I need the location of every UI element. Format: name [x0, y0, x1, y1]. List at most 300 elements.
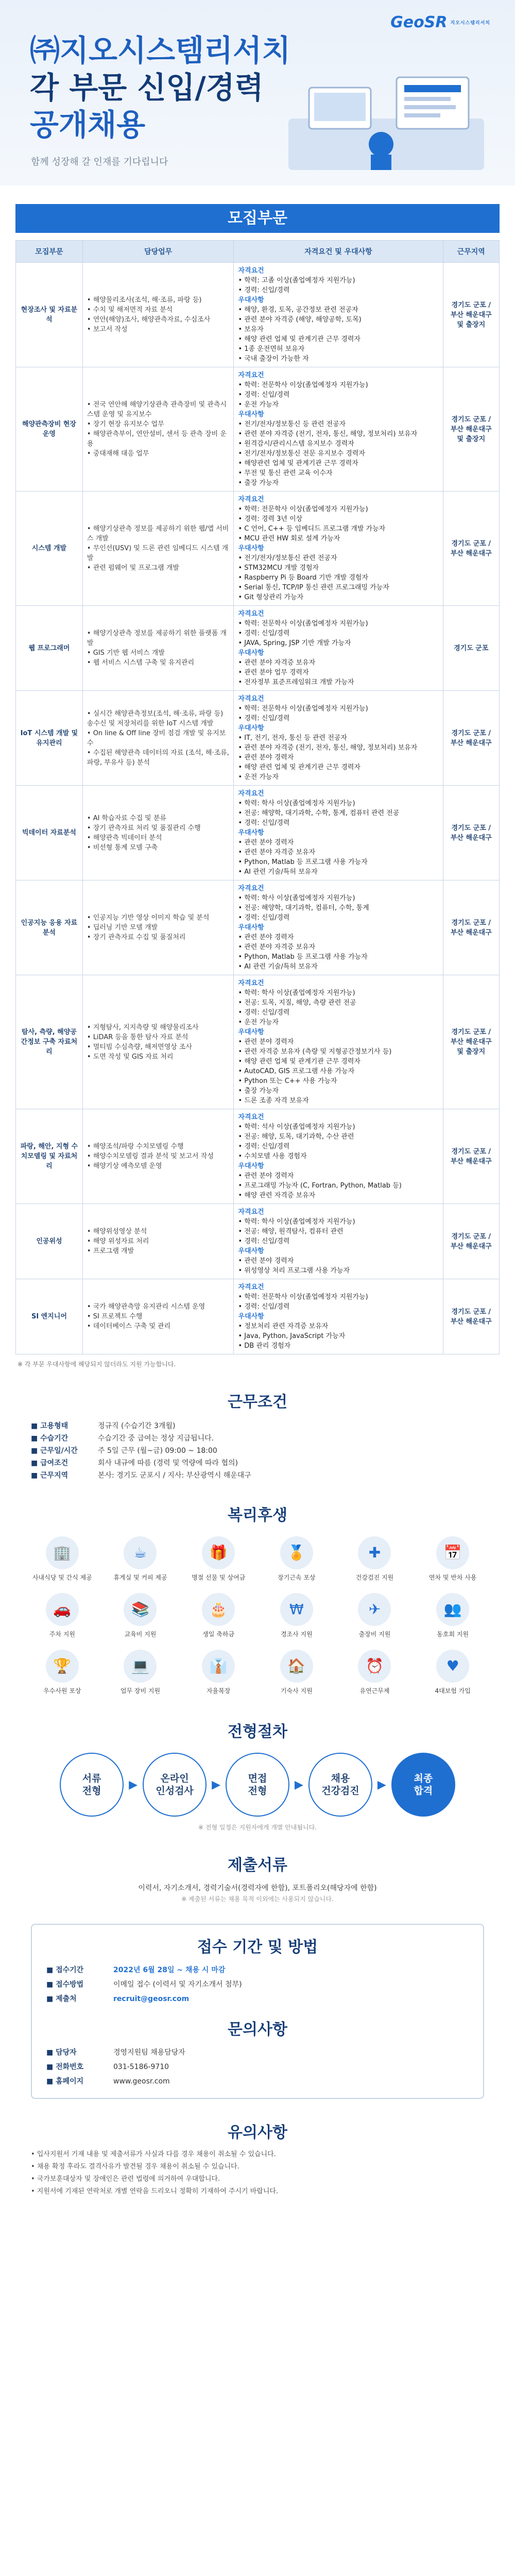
info-row: [46, 1963, 469, 1977]
welfare-item: [338, 1650, 411, 1695]
apply-title: 접수 기간 및 방법: [197, 1938, 318, 1956]
req-heading: 자격요건: [238, 1113, 264, 1121]
position-location: 경기도 군포 / 부산 해운대구 및 출장지: [443, 263, 499, 367]
condition-row: [31, 1420, 484, 1432]
duty-item: • 해양조석/파랑 수치모델링 수행: [87, 1143, 184, 1150]
welfare-label: 기숙사 지원: [280, 1687, 313, 1694]
welfare-item: [104, 1650, 177, 1695]
pref-list: [238, 1256, 438, 1276]
req-item: • 전공: 토목, 지질, 해양, 측량 관련 전공: [238, 999, 356, 1007]
duty-item: • 비선형 통계 모델 구축: [87, 843, 158, 852]
duty-item: • 보고서 작성: [87, 326, 128, 333]
welfare-item: [26, 1593, 99, 1638]
pref-item: • 드론 조종 자격 보유자: [238, 1097, 309, 1105]
pref-heading: 우대사항: [238, 545, 264, 552]
welfare-item: [416, 1593, 489, 1638]
conditions-list: [31, 1420, 484, 1482]
house-icon: 🏠: [280, 1650, 313, 1683]
duty-item: • 인공지능 기반 영상 이미지 학습 및 분석: [87, 914, 210, 922]
table-row: [16, 691, 500, 786]
pref-list: [238, 933, 438, 972]
info-row: [46, 2060, 469, 2074]
condition-key: ■ 급여조건: [31, 1459, 68, 1467]
pref-item: • 관련 분야 경력자: [238, 934, 294, 941]
duty-item: • 국가 해양관측망 유지관리 시스템 운영: [87, 1303, 205, 1311]
req-heading: 자격요건: [238, 885, 264, 892]
duty-item: • 해양물리조사(조석, 해·조류, 파랑 등): [87, 296, 202, 304]
req-heading: 자격요건: [238, 1208, 264, 1216]
duty-list: [87, 913, 230, 942]
req-list: [238, 893, 438, 923]
req-heading: 자격요건: [238, 790, 264, 798]
welfare-label: 자율복장: [206, 1687, 231, 1694]
position-field: SI 엔지니어: [16, 1279, 83, 1354]
pref-item: • 관련 분야 자격증 보유자: [238, 943, 316, 951]
caution-list: [31, 2148, 484, 2198]
pref-list: [238, 419, 438, 488]
pref-item: • Raspberry Pi 등 Board 기반 개발 경험자: [238, 574, 369, 582]
hero-subtitle: 함께 성장해 갈 인재를 기다립니다: [31, 157, 168, 167]
pref-item: • 해양관련 업체 및 관계기관 근무 경력자: [238, 460, 358, 467]
pref-item: • 관련 분야 경력자: [238, 754, 294, 761]
duty-item: • 관련 펌웨어 및 프로그램 개발: [87, 564, 179, 572]
pref-item: • 관련 분야 자격증 (전기, 전자, 통신, 해양, 정보처리) 보유자: [238, 744, 418, 752]
req-list: [238, 704, 438, 723]
process-step: 면접 전형: [226, 1753, 289, 1817]
people-icon: 👥: [436, 1593, 469, 1626]
pref-item: • AI 관련 기술/특허 보유자: [238, 963, 318, 971]
pref-item: • 관련 자격증 보유자 (측량 및 지형공간정보기사 등): [238, 1048, 392, 1056]
welfare-item: [338, 1536, 411, 1582]
duty-item: • 프로그램 개발: [87, 1247, 134, 1255]
req-heading: 자격요건: [238, 1283, 264, 1291]
req-item: • 학력: 전문학사 이상(졸업예정자 지원가능): [238, 381, 368, 389]
welfare-item: [416, 1650, 489, 1695]
position-requirements: [234, 975, 443, 1109]
req-heading: 자격요건: [238, 610, 264, 618]
req-item: • 경력: 신입/경력: [238, 914, 290, 922]
pref-item: • Git 형상관리 가능자: [238, 594, 304, 601]
clock-icon: ⏰: [358, 1650, 391, 1683]
position-field: 웹 프로그래머: [16, 606, 83, 691]
pref-list: [238, 1037, 438, 1106]
pref-list: [238, 305, 438, 364]
pref-list: [238, 1171, 438, 1200]
welfare-label: 동호회 지원: [437, 1631, 469, 1638]
duty-item: • 웹 서비스 시스템 구축 및 유지관리: [87, 659, 195, 667]
welfare-item: [104, 1536, 177, 1582]
info-key: ■ 접수기간: [46, 1966, 84, 1974]
positions-title: 모집부문: [15, 204, 500, 233]
pref-item: • 출장 가능자: [238, 1087, 279, 1095]
duty-list: [87, 400, 230, 459]
arrow-right-icon: ▶: [295, 1778, 303, 1791]
contact-list: [46, 2045, 469, 2089]
position-location: 경기도 군포 / 부산 해운대구: [443, 691, 499, 786]
office-illustration: [278, 57, 494, 175]
info-key: ■ 담당자: [46, 2048, 77, 2057]
pref-heading: 우대사항: [238, 829, 264, 837]
info-key: ■ 전화번호: [46, 2063, 84, 2071]
col-field: 모집부문: [16, 241, 83, 263]
req-item: • 전공: 해양학, 대기과학, 컴퓨터, 수학, 통계: [238, 904, 369, 912]
welfare-label: 업무 장비 지원: [120, 1687, 161, 1694]
duty-list: [87, 1302, 230, 1331]
req-item: • 학력: 학사 이상(졸업예정자 지원가능): [238, 894, 355, 902]
duty-list: [87, 629, 230, 668]
pref-heading: 우대사항: [238, 1028, 264, 1036]
duty-list: [87, 1023, 230, 1062]
req-item: • 운전 가능자: [238, 1019, 279, 1026]
position-requirements: [234, 367, 443, 492]
table-row: [16, 786, 500, 880]
heart-icon: ♥: [436, 1650, 469, 1683]
req-list: [238, 1217, 438, 1246]
welfare-label: 장기근속 포상: [278, 1574, 316, 1581]
info-value: recruit@geosr.com: [113, 1995, 190, 2003]
duty-list: [87, 524, 230, 573]
process-step: 온라인 인성검사: [143, 1753, 207, 1817]
info-key: ■ 접수방법: [46, 1980, 84, 1989]
req-item: • 학력: 전문학사 이상(졸업예정자 지원가능): [238, 1293, 368, 1301]
process-step: 채용 건강검진: [308, 1753, 372, 1817]
welfare-label: 4대보험 가입: [435, 1687, 471, 1694]
req-item: • 학력: 학사 이상(졸업예정자 지원가능): [238, 989, 355, 997]
req-item: • 경력: 신입/경력: [238, 1143, 290, 1150]
req-list: [238, 619, 438, 648]
position-requirements: [234, 880, 443, 975]
table-row: [16, 263, 500, 367]
pref-item: • 무전 및 통신 관련 교육 이수자: [238, 469, 333, 477]
position-requirements: [234, 691, 443, 786]
pref-list: [238, 1321, 438, 1351]
position-location: 경기도 군포 / 부산 해운대구 및 출장지: [443, 975, 499, 1109]
duty-list: [87, 1227, 230, 1256]
welfare-label: 교육비 지원: [124, 1631, 157, 1638]
pref-item: • IT, 전기, 전자, 통신 등 관련 전공자: [238, 734, 347, 742]
condition-value: 회사 내규에 따름 (경력 및 역량에 따라 협의): [98, 1459, 238, 1467]
duty-item: • On line & Off line 장비 점검 개발 및 유지보수: [87, 729, 226, 747]
position-requirements: [234, 263, 443, 367]
duty-item: • 해양관측부이, 연안설비, 센서 등 관측 장비 운용: [87, 430, 227, 448]
duty-item: • 해양위성영상 분석: [87, 1228, 147, 1235]
table-row: [16, 1204, 500, 1279]
req-item: • C 언어, C++ 등 임베디드 프로그램 개발 가능자: [238, 525, 386, 533]
req-list: [238, 504, 438, 544]
duty-item: • 해양기상관측 정보를 제공하기 위한 플랫폼 개발: [87, 630, 227, 647]
welfare-title: 복리후생: [228, 1506, 287, 1524]
pref-item: • 운전 가능자: [238, 773, 279, 781]
req-item: • 학력: 학사 이상(졸업예정자 지원가능): [238, 1218, 355, 1226]
duty-item: • SI 프로젝트 수행: [87, 1313, 143, 1320]
pref-item: • 출장 가능자: [238, 479, 279, 487]
coffee-icon: ☕: [124, 1536, 157, 1569]
position-duty: [82, 367, 234, 492]
req-list: [238, 988, 438, 1027]
duty-list: [87, 709, 230, 768]
pref-item: • AI 관련 기술/특허 보유자: [238, 868, 318, 876]
req-heading: 자격요건: [238, 979, 264, 987]
pref-item: • 프로그래밍 가능자 (C, Fortran, Python, Matlab 등): [238, 1182, 402, 1190]
pref-item: • 관련 분야 경력자: [238, 1257, 294, 1265]
pref-item: • AutoCAD, GIS 프로그램 사용 가능자: [238, 1067, 355, 1075]
pref-item: • 1종 운전면허 보유자: [238, 345, 305, 353]
duty-item: • 해양 위성자료 처리: [87, 1238, 149, 1245]
pref-item: • Serial 통신, TCP/IP 통신 관련 프로그래밍 가능자: [238, 584, 389, 591]
col-req: 자격요건 및 우대사항: [234, 241, 443, 263]
table-row: [16, 606, 500, 691]
positions-table: [15, 240, 500, 1354]
shirt-icon: 👔: [202, 1650, 235, 1683]
pref-item: • 전기/전자/정보통신 전문 유지보수 경력자: [238, 450, 365, 457]
position-requirements: [234, 606, 443, 691]
req-item: • MCU 관련 HW 회로 설계 가능자: [238, 535, 340, 543]
pref-heading: 우대사항: [238, 924, 264, 931]
req-list: [238, 380, 438, 410]
position-requirements: [234, 1109, 443, 1204]
req-item: • 전공: 해양학, 대기과학, 수학, 통계, 컴퓨터 관련 전공: [238, 809, 400, 817]
company-logo: [390, 13, 490, 31]
medal-icon: 🏅: [280, 1536, 313, 1569]
req-item: • 학력: 전문학사 이상(졸업예정자 지원가능): [238, 620, 368, 628]
position-location: 경기도 군포 / 부산 해운대구: [443, 1109, 499, 1204]
info-value: 031-5186-9710: [113, 2063, 169, 2071]
req-list: [238, 276, 438, 295]
caution-item: • 채용 확정 후라도 결격사유가 발견될 경우 채용이 취소될 수 있습니다.: [31, 2163, 239, 2171]
duty-item: • 해양기상관측 정보를 제공하기 위한 웹/앱 서비스 개발: [87, 525, 229, 543]
position-location: 경기도 군포 / 부산 해운대구 및 출장지: [443, 367, 499, 492]
laptop-icon: 💻: [124, 1650, 157, 1683]
pref-item: • 해양 관련 업체 및 관계기관 근무 경력자: [238, 764, 360, 771]
duty-item: • 전국 연안해 해양기상관측 관측장비 및 관측시스템 운영 및 유지보수: [87, 401, 227, 418]
welfare-label: 경조사 지원: [280, 1631, 313, 1638]
position-field: 탐사, 측량, 해양공간정보 구축 자료처리: [16, 975, 83, 1109]
brand-name: GeoSR: [390, 13, 448, 31]
position-duty: [82, 975, 234, 1109]
pref-item: • STM32MCU 개발 경험자: [238, 564, 319, 572]
duty-item: • 도면 작성 및 GIS 자료 처리: [87, 1053, 174, 1061]
trophy-icon: 🏆: [46, 1650, 79, 1683]
info-row: [46, 2045, 469, 2060]
documents-title: 제출서류: [228, 1856, 287, 1874]
welfare-item: [260, 1536, 333, 1582]
position-location: 경기도 군포 / 부산 해운대구: [443, 880, 499, 975]
pref-heading: 우대사항: [238, 1313, 264, 1320]
req-item: • 경력: 신입/경력: [238, 1238, 290, 1245]
position-duty: [82, 492, 234, 606]
documents-note: ※ 제출된 서류는 채용 목적 이외에는 사용되지 않습니다.: [181, 1895, 334, 1903]
condition-key: ■ 고용형태: [31, 1422, 68, 1430]
info-value: 이메일 접수 (이력서 및 자기소개서 첨부): [113, 1980, 242, 1989]
req-list: [238, 1122, 438, 1161]
welfare-item: [182, 1536, 255, 1582]
gift-icon: 🎁: [202, 1536, 235, 1569]
car-icon: 🚗: [46, 1593, 79, 1626]
condition-row: [31, 1457, 484, 1469]
duty-item: • 장기 관측자료 처리 및 품질관리 수행: [87, 824, 201, 832]
pref-item: • 전기/전자/정보통신 관련 전공자: [238, 554, 337, 562]
condition-row: [31, 1469, 484, 1482]
plane-icon: ✈: [358, 1593, 391, 1626]
pref-item: • 해양 관련 자격증 보유자: [238, 1192, 316, 1199]
process-note: ※ 전형 일정은 지원자에게 개별 안내됩니다.: [198, 1824, 317, 1831]
info-value: 2022년 6월 28일 ~ 채용 시 마감: [113, 1966, 226, 1974]
welfare-item: [182, 1650, 255, 1695]
position-location: 경기도 군포 / 부산 해운대구: [443, 492, 499, 606]
welfare-label: 출장비 지원: [358, 1631, 391, 1638]
cake-icon: 🎂: [202, 1593, 235, 1626]
hero-header: [0, 0, 515, 185]
pref-item: • 정보처리 관련 자격증 보유자: [238, 1323, 329, 1330]
process-title: 전형절차: [228, 1723, 287, 1741]
welfare-label: 명절 선물 및 상여금: [192, 1574, 246, 1581]
position-duty: [82, 880, 234, 975]
page-title: ㈜지오시스템리서치 각 부문 신입/경력 공개채용: [30, 33, 291, 142]
table-row: [16, 975, 500, 1109]
table-row: [16, 492, 500, 606]
position-duty: [82, 1279, 234, 1354]
req-item: • 경력: 신입/경력: [238, 391, 290, 399]
info-row: [46, 2074, 469, 2089]
pref-heading: 우대사항: [238, 649, 264, 657]
welfare-label: 휴게실 및 커피 제공: [113, 1574, 167, 1581]
table-row: [16, 1279, 500, 1354]
position-duty: [82, 691, 234, 786]
position-requirements: [234, 1279, 443, 1354]
req-list: [238, 799, 438, 828]
pref-item: • 전기/전자/정보통신 등 관련 전공자: [238, 420, 346, 428]
req-item: • 학력: 석사 이상(졸업예정자 지원가능): [238, 1123, 355, 1131]
duty-item: • 무인선(USV) 및 드론 관련 임베디드 시스템 개발: [87, 545, 229, 562]
req-heading: 자격요건: [238, 267, 264, 275]
info-value: 경영지원팀 채용담당자: [113, 2048, 185, 2057]
position-field: 해양관측장비 현장운영: [16, 367, 83, 492]
req-item: • 경력: 신입/경력: [238, 286, 290, 294]
duty-item: • 해양관측 빅데이터 분석: [87, 834, 162, 842]
req-heading: 자격요건: [238, 496, 264, 503]
req-item: • 전공: 해양, 원격탐사, 컴퓨터 관련: [238, 1228, 344, 1235]
condition-row: [31, 1432, 484, 1445]
pref-list: [238, 838, 438, 877]
duty-item: • 딥러닝 기반 모델 개발: [87, 924, 158, 931]
process-step: 최종 합격: [391, 1753, 455, 1817]
duty-item: • 수치 및 해저면적 자료 분석: [87, 306, 173, 314]
pref-item: • 관련 분야 자격증 (전기, 전자, 통신, 해양, 정보처리) 보유자: [238, 430, 418, 438]
col-loc: 근무지역: [443, 241, 499, 263]
condition-key: ■ 근무일/시간: [31, 1447, 78, 1455]
position-field: IoT 시스템 개발 및 유지관리: [16, 691, 83, 786]
position-location: 경기도 군포: [443, 606, 499, 691]
pref-heading: 우대사항: [238, 296, 264, 304]
pref-item: • 관련 분야 업무 경력자: [238, 669, 309, 676]
req-item: • 경력: 신입/경력: [238, 630, 290, 637]
contact-title: 문의사항: [228, 2021, 287, 2039]
duty-item: • 장기 관측자료 수집 및 품질처리: [87, 934, 186, 941]
welfare-item: [26, 1536, 99, 1582]
duty-item: • 해양수치모델링 결과 분석 및 보고서 작성: [87, 1153, 214, 1160]
welfare-label: 사내식당 및 간식 제공: [32, 1574, 92, 1581]
duty-item: • 수집된 해양관측 데이터의 자료 (조석, 해·조류, 파랑, 부유사 등) 분석: [87, 749, 229, 767]
welfare-label: 연차 및 반차 사용: [428, 1574, 477, 1581]
position-field: 인공위성: [16, 1204, 83, 1279]
position-field: 파랑, 해안, 지형 수치모델링 및 자료처리: [16, 1109, 83, 1204]
arrow-right-icon: ▶: [129, 1778, 138, 1791]
money-icon: ₩: [280, 1593, 313, 1626]
pref-list: [238, 658, 438, 687]
pref-item: • Python 또는 C++ 사용 가능자: [238, 1077, 337, 1085]
duty-item: • 연안(해양)조사, 해양관측자료, 수심조사: [87, 316, 211, 324]
caution-title: 유의사항: [228, 2124, 287, 2142]
info-row: [46, 1992, 469, 2006]
req-item: • 수치모델 사용 경험자: [238, 1153, 307, 1160]
info-key: ■ 홈페이지: [46, 2077, 84, 2086]
duty-list: [87, 814, 230, 853]
caution-item: • 입사지원서 기재 내용 및 제출서류가 사실과 다를 경우 채용이 취소될 수 있습니다.: [31, 2150, 276, 2158]
req-item: • 경력: 경력 3년 이상: [238, 515, 303, 523]
welfare-grid: [26, 1536, 489, 1695]
table-row: [16, 367, 500, 492]
pref-item: • 관련 분야 경력자: [238, 839, 294, 846]
position-field: 빅데이터 자료분석: [16, 786, 83, 880]
req-item: • 운전 가능자: [238, 401, 279, 409]
condition-value: 정규직 (수습기간 3개월): [98, 1422, 176, 1430]
pref-item: • 전자정부 표준프레임워크 개발 가능자: [238, 679, 354, 686]
position-field: 현장조사 및 자료분석: [16, 263, 83, 367]
duty-item: • GIS 기반 웹 서비스 개발: [87, 649, 165, 657]
condition-value: 본사: 경기도 군포시 / 지사: 부산광역시 해운대구: [98, 1471, 251, 1480]
pref-item: • 보유자: [238, 326, 264, 333]
condition-row: [31, 1445, 484, 1457]
pref-item: • 해양 관련 업체 및 관계기관 근무 경력자: [238, 1058, 360, 1065]
req-item: • 경력: 신입/경력: [238, 715, 290, 722]
duty-item: • 해양기상 예측모델 운영: [87, 1162, 162, 1170]
welfare-item: [338, 1593, 411, 1638]
req-item: • 학력: 전문학사 이상(졸업예정자 지원가능): [238, 505, 368, 513]
welfare-item: [182, 1593, 255, 1638]
welfare-item: [416, 1536, 489, 1582]
pref-item: • Python, Matlab 등 프로그램 사용 가능자: [238, 858, 368, 866]
condition-value: 주 5일 근무 (월~금) 09:00 ~ 18:00: [98, 1447, 217, 1455]
welfare-label: 주차 지원: [49, 1631, 75, 1638]
req-item: • 경력: 신입/경력: [238, 819, 290, 827]
position-duty: [82, 606, 234, 691]
duty-item: • 중대재해 대응 업무: [87, 450, 149, 457]
pref-heading: 우대사항: [238, 724, 264, 732]
col-duty: 담당업무: [82, 241, 234, 263]
req-heading: 자격요건: [238, 695, 264, 703]
table-row: [16, 880, 500, 975]
position-duty: [82, 263, 234, 367]
welfare-item: [26, 1650, 99, 1695]
apply-box: [31, 1924, 484, 2099]
duty-item: • 멀티빔 수심측량, 해저면영상 조사: [87, 1043, 193, 1051]
req-item: • 학력: 학사 이상(졸업예정자 지원가능): [238, 800, 355, 807]
req-heading: 자격요건: [238, 371, 264, 379]
position-duty: [82, 786, 234, 880]
caution-item: • 지원서에 기재된 연락처로 개별 연락을 드리오니 정확히 기재하여 주시기 바랍니다.: [31, 2188, 279, 2195]
duty-list: [87, 1142, 230, 1171]
calendar-icon: 📅: [436, 1536, 469, 1569]
duty-item: • 지형탐사, 지지측량 및 해양물리조사: [87, 1023, 199, 1031]
position-field: 시스템 개발: [16, 492, 83, 606]
table-row: [16, 1109, 500, 1204]
duty-item: • 실시간 해양관측정보(조석, 해·조류, 파랑 등) 송수신 및 저장처리를 위한 IoT 시스템 개발: [87, 709, 224, 727]
conditions-title: 근무조건: [228, 1393, 287, 1411]
pref-heading: 우대사항: [238, 1162, 264, 1170]
req-item: • 경력: 신입/경력: [238, 1303, 290, 1311]
info-row: [46, 1977, 469, 1992]
pref-item: • 관련 분야 경력자: [238, 1172, 294, 1180]
